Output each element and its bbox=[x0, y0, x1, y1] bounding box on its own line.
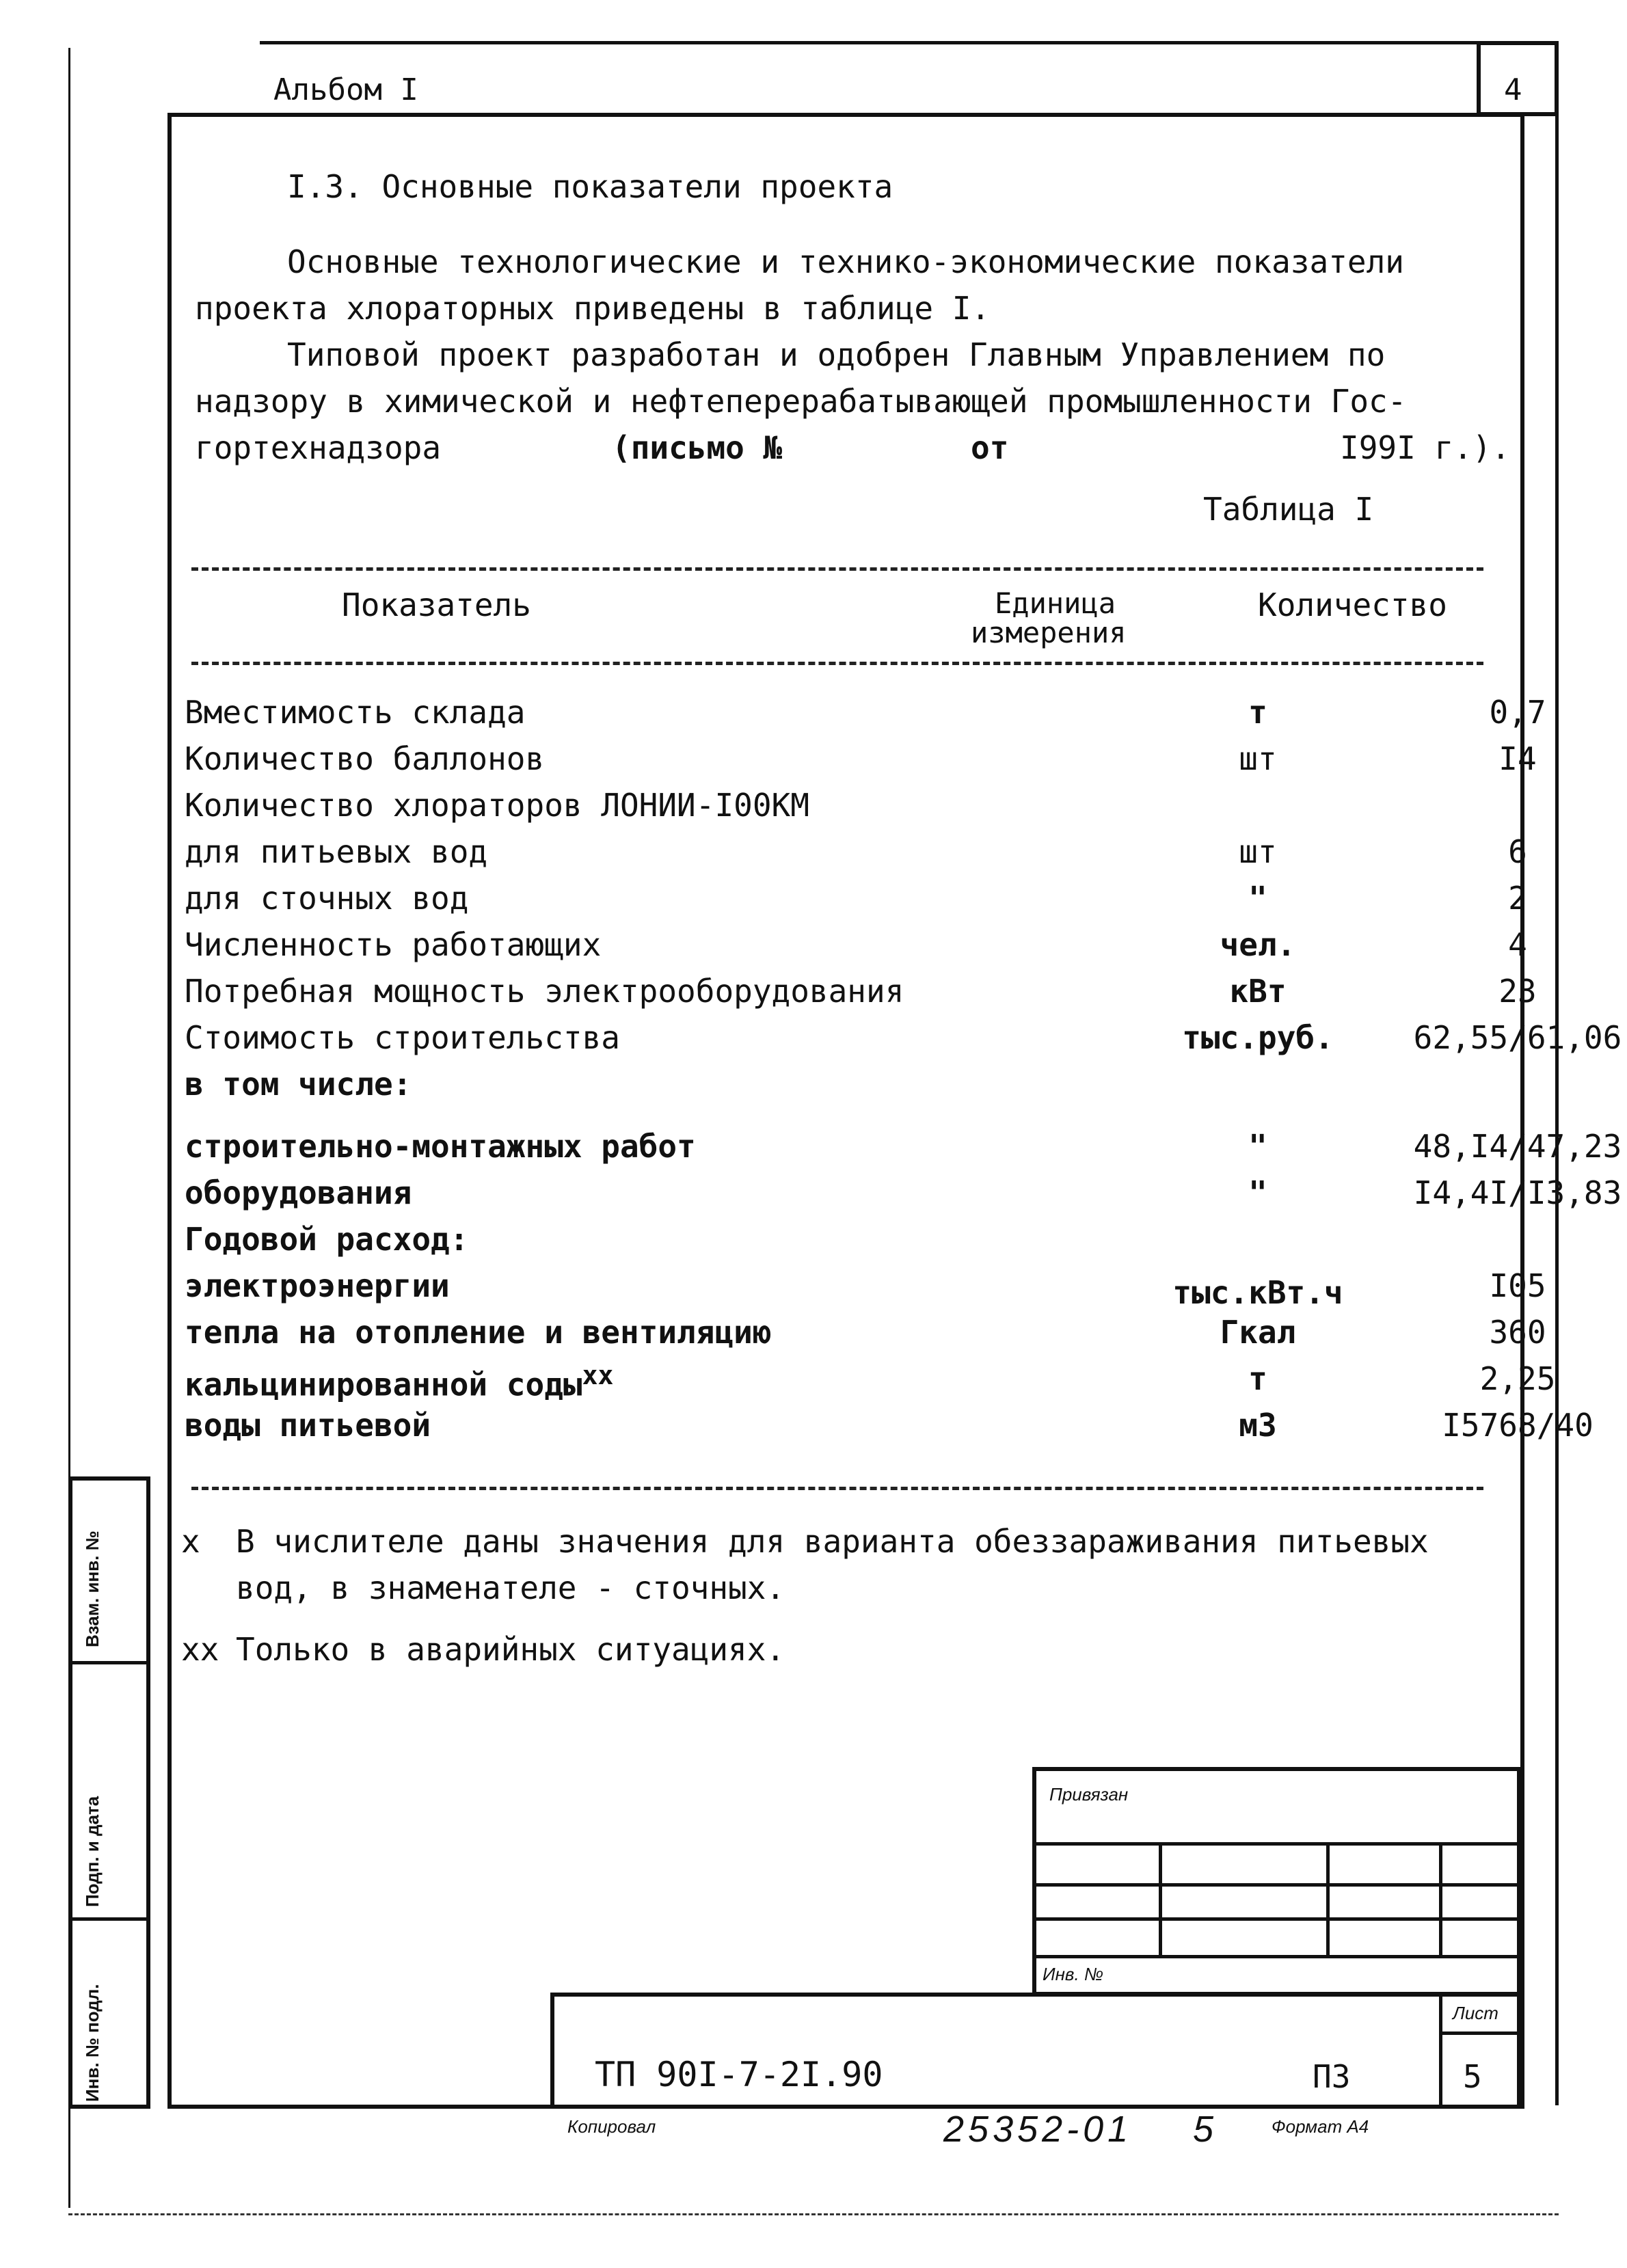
note1-line1: В числителе даны значения для варианта обеззараживания питьевых bbox=[236, 1523, 1429, 1560]
format-label: Формат А4 bbox=[1272, 2116, 1369, 2137]
note1-mark: х bbox=[181, 1523, 200, 1560]
table-row bbox=[185, 1128, 1622, 1169]
table-row bbox=[185, 973, 1537, 1014]
row-qty: 2,25 bbox=[1479, 1360, 1556, 1397]
tb-line bbox=[1032, 1955, 1521, 1958]
side-stamp-divider bbox=[68, 1661, 150, 1664]
side-stamp-divider bbox=[68, 1917, 150, 1921]
intro-p2-line3-a: гортехнадзора bbox=[195, 429, 442, 466]
table-row bbox=[185, 833, 1527, 874]
row-unit: " bbox=[1248, 880, 1267, 917]
tb-sheet-divider bbox=[1439, 2031, 1521, 2035]
row-qty: 360 bbox=[1489, 1314, 1546, 1351]
table-row bbox=[185, 1019, 1622, 1060]
row-label: воды питьевой bbox=[185, 1407, 431, 1444]
order-number: 25352-01 bbox=[943, 2109, 1133, 2150]
sheet-label: Лист bbox=[1453, 2003, 1498, 2023]
tb-line bbox=[1326, 1842, 1330, 1955]
side-stamp-replace-inv: Взам. инв. № bbox=[82, 1530, 103, 1647]
table-row bbox=[185, 1267, 1546, 1311]
row-label: Количество хлораторов ЛОНИИ-I00КМ bbox=[185, 787, 809, 824]
document-code: ТП 90I-7-2I.90 bbox=[595, 2055, 883, 2094]
sheet-value: 5 bbox=[1463, 2058, 1482, 2095]
row-qty: I5768/40 bbox=[1442, 1407, 1594, 1444]
row-unit: шт bbox=[1239, 740, 1277, 777]
table-row bbox=[185, 1360, 1556, 1403]
table-row bbox=[185, 694, 1546, 735]
side-stamp bbox=[68, 1476, 150, 2109]
row-unit: т bbox=[1248, 694, 1267, 731]
intro-p2-line2: надзору в химической и нефтеперерабатывающей промышленности Гос- bbox=[195, 383, 1407, 420]
tb-sheet-divider bbox=[1439, 1993, 1442, 2109]
row-label-text: кальцинированной соды bbox=[185, 1366, 582, 1403]
copied-label: Копировал bbox=[567, 2116, 656, 2137]
row-qty: I4,4I/I3,83 bbox=[1413, 1174, 1622, 1211]
row-label: Вместимость склада bbox=[185, 694, 526, 731]
row-qty: 6 bbox=[1508, 833, 1527, 870]
row-label: Потребная мощность электрооборудования bbox=[185, 973, 904, 1010]
row-qty: 4 bbox=[1508, 926, 1527, 963]
tb-line bbox=[1439, 1842, 1442, 1955]
row-unit: кВт bbox=[1229, 973, 1287, 1010]
row-label: Количество баллонов bbox=[185, 740, 545, 777]
row-qty: 48,I4/47,23 bbox=[1413, 1128, 1622, 1165]
side-stamp-orig-inv: Инв. № подл. bbox=[82, 1984, 103, 2102]
row-unit: чел. bbox=[1220, 926, 1296, 963]
section-title: I.3. Основные показатели проекта bbox=[287, 168, 893, 205]
intro-p2-line3-d: I99I г.). bbox=[1340, 429, 1511, 466]
row-unit: т bbox=[1248, 1360, 1267, 1397]
table-top-rule bbox=[191, 567, 1483, 571]
row-qty: 2 bbox=[1508, 880, 1527, 917]
intro-p2-line3-c: от bbox=[971, 429, 1009, 466]
table-row bbox=[185, 1314, 1546, 1355]
row-label: Годовой расход: bbox=[185, 1221, 469, 1258]
row-label: Стоимость строительства bbox=[185, 1019, 620, 1056]
table-row bbox=[185, 1066, 1483, 1107]
album-label: Альбом I bbox=[273, 72, 418, 107]
table-bottom-rule bbox=[191, 1487, 1483, 1490]
row-unit: м3 bbox=[1239, 1407, 1277, 1444]
linked-label: Привязан bbox=[1049, 1784, 1129, 1805]
header-right-line bbox=[1555, 41, 1559, 2105]
row-unit: тыс.руб. bbox=[1182, 1019, 1334, 1056]
row-unit: " bbox=[1248, 1174, 1267, 1211]
sheet-number: 4 bbox=[1504, 72, 1522, 107]
row-qty: 23 bbox=[1498, 973, 1537, 1010]
row-unit: Гкал bbox=[1220, 1314, 1296, 1351]
row-qty: 62,55/61,06 bbox=[1413, 1019, 1622, 1056]
row-unit: шт bbox=[1239, 833, 1277, 870]
intro-p1-line2: проекта хлораторных приведены в таблице I. bbox=[195, 290, 991, 327]
col-unit-header-l2: измерения bbox=[971, 616, 1127, 649]
table-caption: Таблица I bbox=[1203, 491, 1374, 528]
row-unit: тыс.кВт.ч bbox=[1172, 1274, 1343, 1311]
document-section: ПЗ bbox=[1313, 2058, 1351, 2095]
row-qty: 0,7 bbox=[1489, 694, 1546, 731]
header-top-line bbox=[260, 41, 1559, 44]
row-label: строительно-монтажных работ bbox=[185, 1128, 696, 1165]
tb-line bbox=[1032, 1883, 1521, 1887]
tb-line bbox=[1032, 1842, 1521, 1846]
bottom-margin-line bbox=[68, 2213, 1559, 2215]
table-row bbox=[185, 1221, 1483, 1262]
col-unit-header-l1: Единица bbox=[995, 586, 1116, 620]
note2-text: Только в аварийных ситуациях. bbox=[236, 1631, 785, 1668]
row-label-footnote-mark: хх bbox=[582, 1360, 614, 1390]
table-row bbox=[185, 1407, 1594, 1448]
table-row bbox=[185, 787, 1483, 828]
side-stamp-sign-date: Подп. и дата bbox=[82, 1796, 103, 1907]
table-row bbox=[185, 1174, 1622, 1215]
row-label: Численность работающих bbox=[185, 926, 602, 963]
row-label: оборудования bbox=[185, 1174, 412, 1211]
row-label: для сточных вод bbox=[185, 880, 469, 917]
row-label: в том числе: bbox=[185, 1066, 412, 1103]
intro-p2-line1: Типовой проект разработан и одобрен Главным Управлением по bbox=[287, 336, 1386, 373]
table-row bbox=[185, 740, 1537, 781]
row-label: для питьевых вод bbox=[185, 833, 488, 870]
row-label: тепла на отопление и вентиляцию bbox=[185, 1314, 772, 1351]
row-label bbox=[185, 1360, 613, 1403]
inv-label: Инв. № bbox=[1043, 1964, 1104, 1984]
note1-line2: вод, в знаменателе - сточных. bbox=[236, 1569, 785, 1606]
row-unit: " bbox=[1248, 1128, 1267, 1165]
intro-p2-line3-b: (письмо № bbox=[612, 429, 783, 466]
intro-p1-line1: Основные технологические и технико-экономические показатели bbox=[287, 243, 1404, 280]
col-qty-header: Количество bbox=[1258, 586, 1447, 623]
row-qty: I4 bbox=[1498, 740, 1537, 777]
table-header-rule bbox=[191, 662, 1483, 665]
order-copy-number: 5 bbox=[1193, 2109, 1214, 2150]
col-indicator-header: Показатель bbox=[342, 586, 531, 623]
row-qty: I05 bbox=[1489, 1267, 1546, 1304]
row-label: электроэнергии bbox=[185, 1267, 450, 1304]
tb-line bbox=[1159, 1842, 1162, 1955]
note2-mark: хх bbox=[181, 1631, 219, 1668]
table-row bbox=[185, 880, 1527, 921]
tb-line bbox=[1032, 1917, 1521, 1921]
table-row bbox=[185, 926, 1527, 967]
